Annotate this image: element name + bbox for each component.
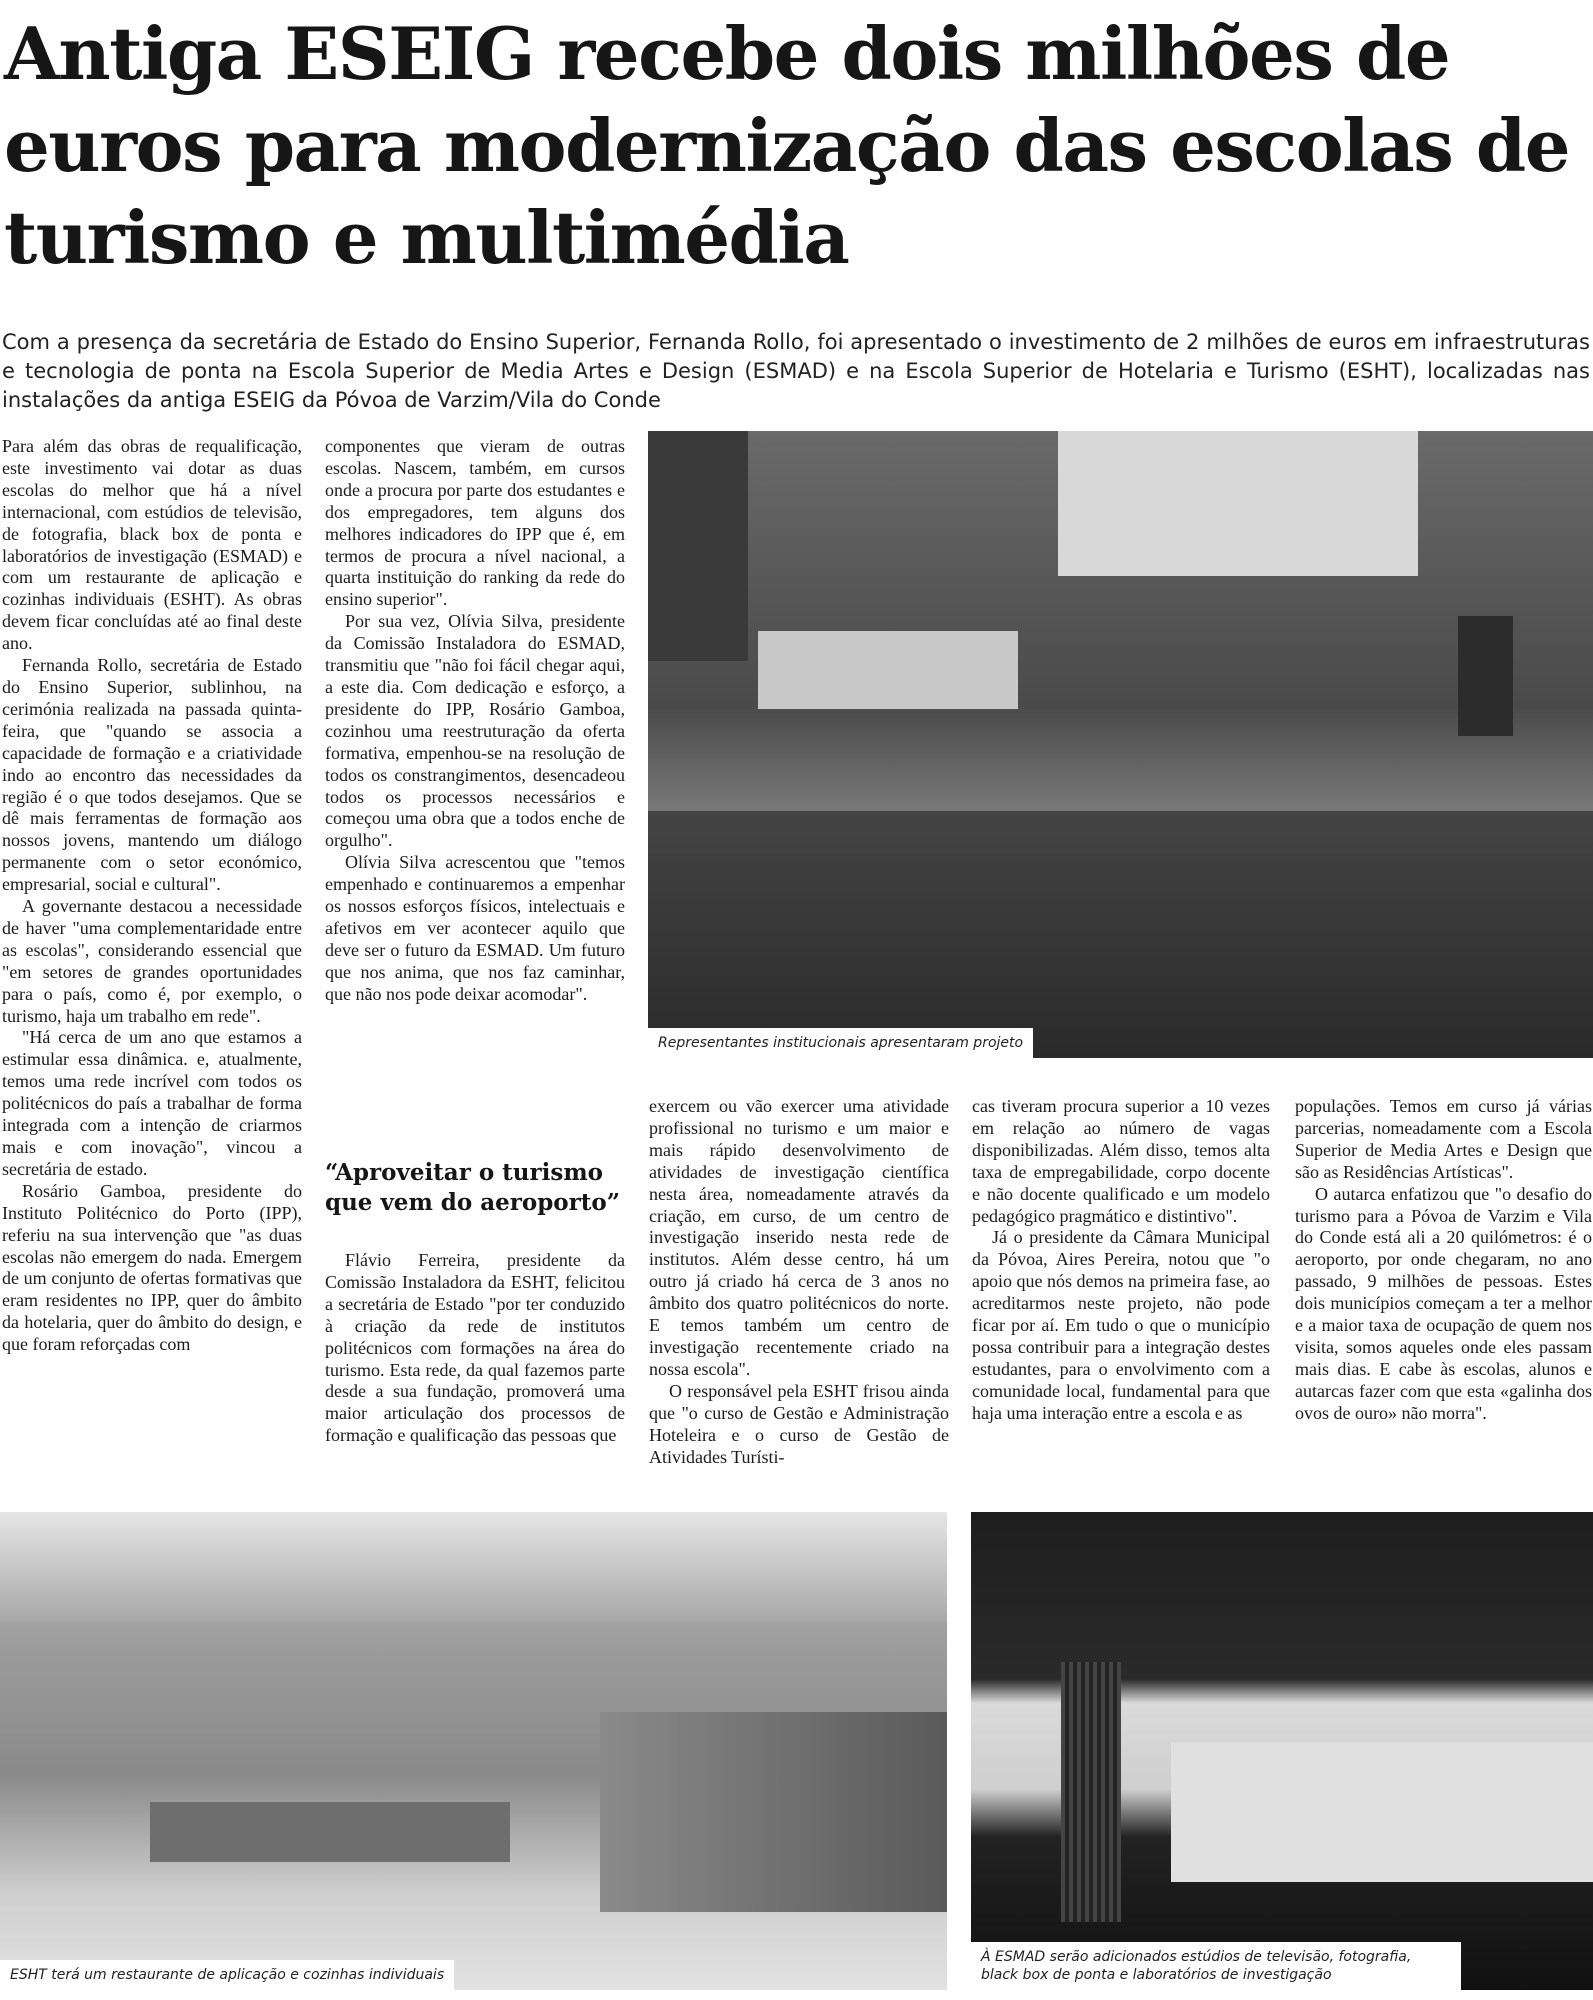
article-paragraph: Por sua vez, Olívia Silva, presidente da Comissão Instaladora do ESMAD, transmitiu que "não foi fácil chegar aqui, a este dia. Com dedicação e esforço, a presidente do IPP, Rosário Gamboa, cozinhou uma reestruturação da oferta formativa, empenhou-se na resolução de todos os constrangimentos, desencadeou todos os processos necessários e começou uma obra que a todos enche de orgulho". (325, 611, 625, 851)
article-paragraph: Rosário Gamboa, presidente do Instituto Politécnico do Porto (IPP), referiu na sua intervenção que "as duas escolas não emergem do nada. Emergem de um conjunto de ofertas formativas que eram residentes no IPP, quer do âmbito da hotelaria, quer do âmbito do design, e que foram reforçadas com (2, 1180, 302, 1355)
article-paragraph: cas tiveram procura superior a 10 vezes em relação ao número de vagas disponibilizadas. Além disso, temos alta taxa de empregabilidade, corpo docente e não docente qualificado e um modelo pedagógico pragmático e distintivo". (972, 1096, 1270, 1226)
article-paragraph: Para além das obras de requalificação, este investimento vai dotar as duas escolas do melhor que há a nível internacional, com estúdios de televisão, de fotografia, black box de ponta e laboratórios de investigação (ESMAD) e com um restaurante de aplicação e cozinhas individuais (ESHT). As obras devem ficar concluídas até ao final deste ano. (2, 436, 302, 654)
article-paragraph: componentes que vieram de outras escolas. Nascem, também, em cursos onde a procura por parte dos estudantes e dos empregadores, tem alguns dos melhores indicadores do IPP que é, em termos de procura a nível nacional, a quarta instituição do ranking da rede do ensino superior". (325, 436, 625, 610)
projection-screen (1058, 431, 1418, 576)
studio-render-photo (971, 1512, 1593, 1990)
article-column-5 (1295, 1096, 1592, 1425)
article-paragraph: Olívia Silva acrescentou que "temos empenhado e continuaremos a empenhar os nossos esforços físicos, intelectuais e afetivos em ver acontecer aquilo que deve ser o futuro da ESMAD. Um futuro que nos anima, que nos faz caminhar, que não nos pode deixar acomodar". (325, 852, 625, 1004)
article-column-2 (325, 436, 625, 1006)
article-paragraph: O autarca enfatizou que "o desafio do turismo para a Póvoa de Varzim e Vila do Conde está ali a 20 quilómetros: é o aeroporto, por onde chegaram, no ano passado, 9 milhões de pessoas. Estes dois municípios começam a ter a melhor e a maior taxa de ocupação de quem nos visita, somos aqueles onde eles passam mais dias. E cabe às escolas, alunos e autarcas fazer com que esta «galinha dos ovos de ouro» não morra". (1295, 1183, 1592, 1423)
article-paragraph: Flávio Ferreira, presidente da Comissão Instaladora da ESHT, felicitou a secretária de Estado "por ter conduzido à criação da rede de institutos politécnicos com formações na área do turismo. Esta rede, da qual fazemos parte desde a sua fundação, promoverá uma maior articulação dos processos de formação e qualificação das pessoas que (325, 1250, 625, 1446)
photo-caption: Representantes institucionais apresentaram projeto (648, 1028, 1033, 1058)
article-paragraph: O responsável pela ESHT frisou ainda que "o curso de Gestão e Administração Hoteleira e o curso de Gestão de Atividades Turísti- (649, 1380, 949, 1467)
conference-photo (648, 431, 1593, 1058)
wall-panel (648, 431, 748, 661)
lead-paragraph: Com a presença da secretária de Estado do Ensino Superior, Fernanda Rollo, foi apresentado o investimento de 2 milhões de euros em infraestruturas e tecnologia de ponta na Escola Superior de Media Artes e Design (ESMAD) e na Escola Superior de Hotelaria e Turismo (ESHT), localizadas nas instalações da antiga ESEIG da Póvoa de Varzim/Vila do Conde (2, 330, 1590, 412)
article-paragraph: Fernanda Rollo, secretária de Estado do Ensino Superior, sublinhou, na cerimónia realizada na passada quinta-feira, que "quando se associa a capacidade de formação e a criatividade indo ao encontro das necessidades da região é o que todos desejamos. Que se dê mais ferramentas de formação aos nossos jovens, mantendo um diálogo permanente com o setor económico, empresarial, social e cultural". (2, 655, 302, 895)
kitchen-counter (150, 1802, 510, 1862)
article-paragraph: A governante destacou a necessidade de haver "uma complementaridade entre as escolas", considerando essencial que "em setores de grandes oportunidades para o país, como é, por exemplo, o turismo, haja um trabalho em rede". (2, 896, 302, 1026)
kitchen-equipment (600, 1712, 947, 1912)
photo-caption: ESHT terá um restaurante de aplicação e cozinhas individuais (0, 1960, 454, 1990)
article-paragraph: "Há cerca de um ano que estamos a estimular essa dinâmica. e, atualmente, temos uma rede incrível com todos os politécnicos do país a trabalhar de forma integrada com a intenção de criarmos mais e com inovação", vincou a secretária de estado. (2, 1027, 302, 1179)
article-paragraph: populações. Temos em curso já várias parcerias, nomeadamente com a Escola Superior de Media Artes e Design que são as Residências Artísticas". (1295, 1096, 1592, 1182)
article-paragraph: exercem ou vão exercer uma atividade profissional no turismo e um maior e mais rápido desenvolvimento de atividades de investigação científica nesta área, nomeadamente através da criação, em curso, de um centro de investigação inserido nesta rede de institutos. Além desse centro, há um outro já criado há cerca de 3 anos no âmbito dos quatro politécnicos do norte. E temos também um centro de investigação recentemente criado na nossa escola". (649, 1096, 949, 1379)
subheading: “Aproveitar o turismo que vem do aeroporto” (325, 1159, 620, 1216)
lectern (1458, 616, 1513, 736)
audience (648, 811, 1593, 1058)
kitchen-render-photo (0, 1512, 947, 1990)
article-column-1 (2, 436, 302, 1356)
headline: Antiga ESEIG recebe dois milhões de euros para modernização das escolas de turismo e multimédia (4, 11, 1570, 280)
article-paragraph: Já o presidente da Câmara Municipal da Póvoa, Aires Pereira, notou que "o apoio que nós demos na primeira fase, ao acreditarmos neste projeto, não pode ficar por aí. Em tudo o que o município possa contribuir para a integração destes estudantes, para o envolvimento com a comunidade local, fundamental para que haja uma interação entre a escola e as (972, 1227, 1270, 1423)
article-column-4 (972, 1096, 1270, 1425)
article-column-3 (649, 1096, 949, 1468)
studio-cyclorama (1171, 1742, 1593, 1882)
extractor-hood (0, 1512, 947, 1622)
panel-table (758, 631, 1018, 709)
photo-caption: À ESMAD serão adicionados estúdios de televisão, fotografia, black box de ponta e laboratórios de investigação (971, 1942, 1461, 1990)
acoustic-panel (1061, 1662, 1121, 1922)
article-column-2-continued (325, 1250, 625, 1447)
